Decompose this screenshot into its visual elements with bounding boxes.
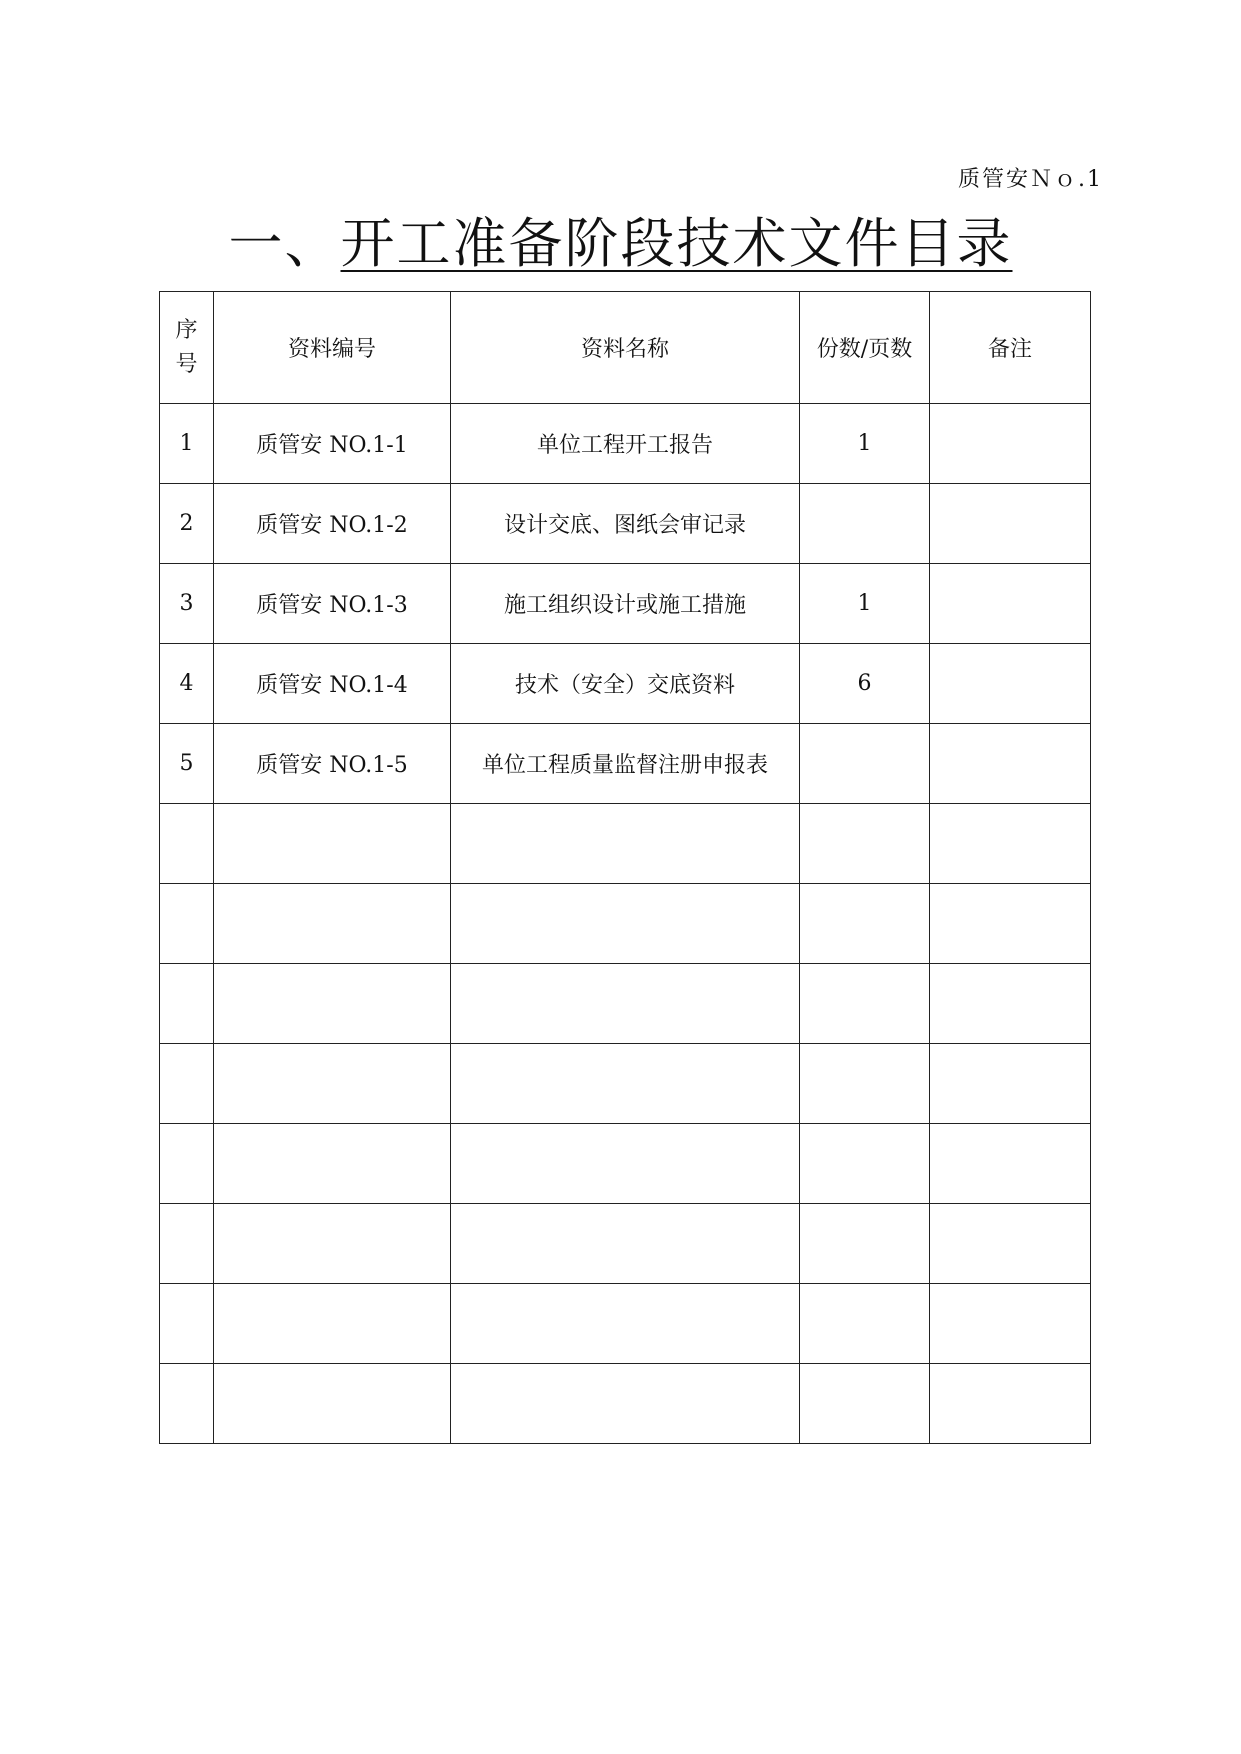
cell-remark <box>930 1124 1091 1204</box>
cell-count <box>800 484 930 564</box>
cell-name: 设计交底、图纸会审记录 <box>451 484 800 564</box>
cell-remark <box>930 564 1091 644</box>
table-row <box>160 884 1091 964</box>
table-row <box>160 1284 1091 1364</box>
cell-count <box>800 1364 930 1444</box>
cell-seq <box>160 884 214 964</box>
table-header-row <box>160 292 1091 404</box>
table-row <box>160 964 1091 1044</box>
cell-number: 质管安 NO.1-5 <box>214 724 451 804</box>
cell-remark <box>930 1204 1091 1284</box>
document-code: 质管安Ｎｏ.1 <box>958 167 1103 192</box>
cell-number <box>214 1364 451 1444</box>
cell-remark <box>930 964 1091 1044</box>
table-row <box>160 404 1091 484</box>
cell-name <box>451 1204 800 1284</box>
title-main: 开工准备阶段技术文件目录 <box>340 212 1013 275</box>
cell-remark <box>930 484 1091 564</box>
cell-number <box>214 804 451 884</box>
title-prefix: 一、 <box>228 212 341 275</box>
header-name: 资料名称 <box>451 292 800 404</box>
cell-count: 1 <box>800 564 930 644</box>
cell-name <box>451 884 800 964</box>
cell-name <box>451 1044 800 1124</box>
table-body <box>160 404 1091 1444</box>
page-title <box>0 212 1241 276</box>
table-row <box>160 1124 1091 1204</box>
cell-count <box>800 884 930 964</box>
table-row <box>160 804 1091 884</box>
cell-number <box>214 964 451 1044</box>
cell-seq: 2 <box>160 484 214 564</box>
cell-name <box>451 964 800 1044</box>
cell-count <box>800 1044 930 1124</box>
cell-seq <box>160 1284 214 1364</box>
header-number: 资料编号 <box>214 292 451 404</box>
cell-number: 质管安 NO.1-1 <box>214 404 451 484</box>
cell-count <box>800 1284 930 1364</box>
table-row <box>160 1044 1091 1124</box>
cell-number: 质管安 NO.1-2 <box>214 484 451 564</box>
cell-name: 单位工程质量监督注册申报表 <box>451 724 800 804</box>
cell-remark <box>930 404 1091 484</box>
cell-number: 质管安 NO.1-4 <box>214 644 451 724</box>
cell-name: 施工组织设计或施工措施 <box>451 564 800 644</box>
header-seq: 序号 <box>160 292 214 404</box>
cell-remark <box>930 1364 1091 1444</box>
table-row <box>160 1204 1091 1284</box>
cell-remark <box>930 1284 1091 1364</box>
cell-name: 技术（安全）交底资料 <box>451 644 800 724</box>
cell-count <box>800 1204 930 1284</box>
cell-remark <box>930 1044 1091 1124</box>
cell-seq <box>160 964 214 1044</box>
cell-name <box>451 1124 800 1204</box>
cell-seq: 1 <box>160 404 214 484</box>
cell-seq <box>160 1364 214 1444</box>
cell-seq <box>160 1044 214 1124</box>
table-row <box>160 724 1091 804</box>
cell-remark <box>930 644 1091 724</box>
cell-number: 质管安 NO.1-3 <box>214 564 451 644</box>
cell-count: 6 <box>800 644 930 724</box>
cell-remark <box>930 804 1091 884</box>
cell-number <box>214 1284 451 1364</box>
cell-seq: 4 <box>160 644 214 724</box>
cell-number <box>214 1204 451 1284</box>
cell-number <box>214 1044 451 1124</box>
table-row <box>160 484 1091 564</box>
cell-seq <box>160 1124 214 1204</box>
cell-remark <box>930 724 1091 804</box>
table-row <box>160 1364 1091 1444</box>
cell-count <box>800 964 930 1044</box>
cell-count <box>800 804 930 884</box>
cell-number <box>214 1124 451 1204</box>
table-row <box>160 644 1091 724</box>
cell-remark <box>930 884 1091 964</box>
cell-count <box>800 1124 930 1204</box>
catalog-table <box>159 291 1091 1444</box>
cell-number <box>214 884 451 964</box>
cell-name <box>451 804 800 884</box>
cell-name <box>451 1284 800 1364</box>
cell-count <box>800 724 930 804</box>
cell-count: 1 <box>800 404 930 484</box>
header-count: 份数/页数 <box>800 292 930 404</box>
header-remark: 备注 <box>930 292 1091 404</box>
cell-seq: 3 <box>160 564 214 644</box>
cell-name: 单位工程开工报告 <box>451 404 800 484</box>
table-row <box>160 564 1091 644</box>
cell-seq <box>160 804 214 884</box>
cell-name <box>451 1364 800 1444</box>
cell-seq: 5 <box>160 724 214 804</box>
cell-seq <box>160 1204 214 1284</box>
